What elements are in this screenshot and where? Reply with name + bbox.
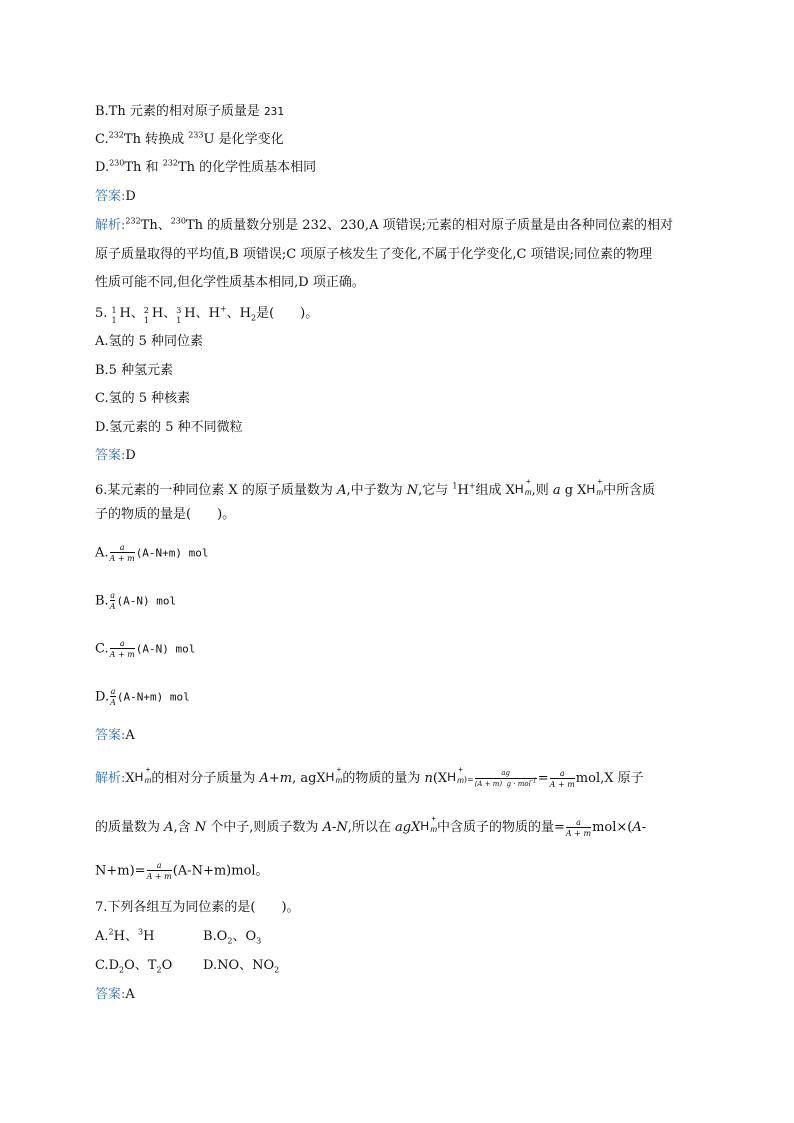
subscript: 2 (274, 965, 280, 975)
hm-base: H (325, 770, 335, 784)
q7-option-a (95, 928, 203, 946)
var-a: A (164, 820, 174, 835)
question-text: 组成 X (475, 483, 515, 498)
answer-q4 (95, 188, 136, 206)
subscript: 2 (250, 313, 257, 323)
explanation-text: , agX (292, 771, 326, 786)
hm-base: H (420, 819, 429, 833)
hm-sub: m (144, 776, 152, 785)
fraction (475, 769, 537, 789)
question-text: H (457, 483, 469, 498)
var-n: N (194, 820, 207, 835)
explanation-label: 解析: (95, 771, 126, 786)
hm-base: H (586, 482, 596, 496)
hm-ion (514, 477, 532, 498)
option-text: B.O (203, 929, 228, 944)
explanation-text: (X (432, 771, 448, 786)
option-text: (A-N) mol (135, 642, 196, 656)
question-text: 6.某元素的一种同位素 X 的原子质量数为 (95, 483, 338, 498)
explanation-text: 的相对分子质量为 (151, 771, 260, 786)
option-label: D. (95, 160, 110, 175)
mass-number: 232 (108, 130, 124, 140)
answer-value: D (125, 448, 136, 463)
var-a-minus: A- (632, 820, 647, 835)
var-a-small: a (552, 483, 561, 498)
answer-label: 答案: (95, 189, 126, 204)
answer-label: 答案: (95, 448, 126, 463)
denominator: A (110, 698, 116, 707)
hm-sub: m (457, 776, 464, 785)
answer-value: A (125, 987, 135, 1002)
q6-option-c (95, 639, 195, 659)
subscript: 2 (119, 965, 125, 975)
isotope-notation (111, 305, 120, 325)
option-label: D. (95, 689, 110, 705)
question-text: ,中子数为 (346, 483, 407, 498)
explanation-q4-line1 (95, 217, 673, 235)
answer-label: 答案: (95, 987, 126, 1002)
option-text: Th 转换成 (123, 132, 189, 147)
explanation-text: X (125, 771, 135, 786)
q5-option-b: B.5 种氢元素 (95, 363, 174, 378)
answer-q6 (95, 727, 135, 745)
hm-sub: m (596, 488, 604, 497)
answer-label: 答案: (95, 728, 126, 743)
subscript: 3 (256, 936, 262, 946)
numerator: a (156, 861, 162, 870)
question-number: 5. (95, 306, 108, 321)
mass-number: 2 (108, 927, 114, 937)
explanation-text: mol×( (592, 820, 633, 835)
mass-number: 1 (111, 306, 117, 315)
fraction (110, 639, 135, 659)
q5-option-d: D.氢元素的 5 种不同微粒 (95, 420, 243, 435)
mass-number: 230 (109, 158, 125, 168)
mass-number: 1 (452, 481, 458, 491)
q7-option-c (95, 957, 203, 975)
option-value: 231 (264, 105, 284, 118)
option-text: D.NO、NO (203, 958, 275, 973)
formula-text: H、H (184, 306, 220, 321)
explanation-label: 解析: (95, 218, 126, 233)
hm-sub: m (430, 825, 437, 834)
hm-ion (325, 765, 343, 786)
fraction (147, 861, 172, 881)
equals: = (537, 771, 549, 786)
hm-ion (586, 477, 604, 498)
option-text: B.Th 元素的相对原子质量是 (95, 104, 264, 119)
option-c-q4 (95, 131, 284, 149)
var-a-plus-m: A+m (259, 771, 293, 786)
q5-option-c: C.氢的 5 种核素 (95, 391, 191, 406)
hm-sub: m (335, 776, 343, 785)
explanation-text: )= (463, 775, 474, 784)
mass-number: 3 (137, 927, 144, 937)
option-text: O (161, 958, 173, 973)
question-text: ,则 (531, 483, 553, 498)
numerator: a (119, 543, 125, 552)
hm-charge: + (431, 814, 436, 823)
var-a: A (337, 483, 347, 498)
option-text: (A-N+m) mol (135, 546, 209, 560)
explanation-text: 的质量数为 (95, 820, 165, 835)
question-7-stem: 7.下列各组互为同位素的是( )。 (95, 900, 300, 915)
explanation-text: Th、 (140, 218, 171, 233)
hm-base: H (447, 770, 456, 784)
hm-sub: m (524, 488, 532, 497)
explanation-text: 的物质的量为 (342, 771, 425, 786)
hm-ion (134, 765, 152, 786)
option-text: 、O (232, 929, 257, 944)
option-label: A. (95, 929, 109, 944)
question-5-stem: 5. 1 1 H、 2 1 H、 3 1 H、H+、$H_2$是( )。 (95, 305, 318, 323)
option-text: (A-N+m) mol (116, 690, 190, 704)
option-text: U 是化学变化 (203, 132, 284, 147)
numerator: a (110, 591, 115, 600)
question-text: 是( )。 (256, 306, 319, 321)
isotope-notation (143, 305, 152, 325)
option-label: C. (95, 641, 109, 657)
option-text: Th 的化学性质基本相同 (177, 160, 317, 175)
answer-value: D (125, 189, 136, 204)
answer-value: A (125, 728, 135, 743)
subscript: 2 (227, 936, 233, 946)
hm-ion (447, 765, 464, 786)
option-label: C. (95, 132, 109, 147)
fraction (110, 543, 135, 563)
q5-option-a: A.氢的 5 种同位素 (95, 334, 204, 349)
denominator: A + m (549, 779, 575, 789)
explanation-text: ,所以在 (347, 820, 395, 835)
hm-base: H (134, 770, 144, 784)
denominator: A + m (146, 872, 172, 881)
isotope-notation (176, 305, 184, 325)
explanation-q6-line2 (95, 814, 647, 838)
explanation-q6-line1 (95, 765, 644, 789)
q7-option-d (203, 958, 279, 973)
option-label: B. (95, 593, 109, 609)
option-text: H (143, 929, 155, 944)
q7-options-row1 (95, 928, 261, 946)
explanation-text: mol,X 原子 (575, 771, 644, 786)
answer-q5 (95, 447, 136, 465)
q7-options-row2 (95, 957, 279, 975)
q6-option-a (95, 543, 209, 563)
question-6-line1 (95, 477, 656, 500)
var-n: N (406, 483, 419, 498)
question-text: 中所含质 (603, 483, 656, 498)
q7-option-b (203, 929, 261, 944)
question-6-line2: 子的物质的量是( )。 (95, 507, 236, 522)
fraction (110, 591, 116, 611)
option-text: O、T (124, 958, 157, 973)
atomic-number: 1 (111, 316, 117, 325)
answer-q7 (95, 986, 135, 1004)
explanation-q6-line3 (95, 861, 269, 881)
option-text: H、 (113, 929, 138, 944)
q6-option-b (95, 591, 176, 611)
hm-base: H (514, 482, 524, 496)
hm-charge: + (336, 765, 342, 774)
mass-number: 232 (162, 158, 178, 168)
option-b-q4 (95, 103, 284, 121)
denominator: A + m (109, 554, 135, 563)
denominator: A + m (565, 828, 592, 838)
fraction (110, 687, 116, 707)
denominator-part: g · mol (506, 779, 531, 788)
mass-number: 233 (188, 130, 204, 140)
explanation-q4-line2: 原子质量取得的平均值,B 项错误;C 项原子核发生了变化,不属于化学变化,C 项错误;同位素的物理 (95, 247, 653, 262)
exponent: -1 (530, 777, 537, 785)
question-text: g X (560, 483, 587, 498)
subscript: 2 (156, 965, 162, 975)
denominator: A (109, 602, 116, 611)
mass-number: 3 (176, 306, 182, 315)
explanation-text: 中含质子的物质的量= (437, 820, 565, 835)
fraction (550, 769, 575, 789)
numerator: a (576, 817, 581, 827)
explanation-text: N+m)= (95, 863, 146, 879)
charge: + (219, 304, 227, 314)
numerator: a (110, 687, 116, 696)
numerator: a (559, 768, 565, 778)
option-d-q4 (95, 159, 316, 177)
var-agx: agX (395, 820, 421, 835)
option-text: (A-N) mol (116, 594, 177, 608)
denominator-part: (A + m) (474, 779, 503, 788)
explanation-text: (A-N+m)mol。 (172, 863, 269, 879)
formula-text: 、H (226, 306, 251, 321)
option-text: Th 和 (124, 160, 163, 175)
hm-charge: + (145, 765, 151, 774)
question-text: ,它与 (418, 483, 453, 498)
fraction (566, 818, 591, 838)
charge: + (468, 481, 476, 491)
numerator: ag (501, 768, 511, 777)
explanation-text: 个中子,则质子数为 (206, 820, 323, 835)
denominator (475, 778, 537, 789)
hm-ion (420, 814, 437, 835)
explanation-text: Th 的质量数分别是 232、230,A 项错误;元素的相对原子质量是由各种同位素的相对 (186, 218, 673, 233)
explanation-q4-line3: 性质可能不同,但化学性质基本相同,D 项正确。 (95, 275, 365, 290)
hm-charge: + (458, 765, 463, 774)
atomic-number: 1 (143, 316, 149, 325)
var-a-minus-n: A-N (322, 820, 348, 835)
atomic-number: 1 (176, 316, 182, 325)
option-label: A. (95, 545, 109, 561)
numerator: a (119, 639, 125, 648)
mass-number: 230 (170, 216, 186, 226)
hm-charge: + (597, 477, 603, 486)
mass-number: 232 (125, 216, 141, 226)
option-text: C.D (95, 958, 120, 973)
mass-number: 2 (143, 306, 149, 315)
hm-charge: + (525, 477, 531, 486)
explanation-text: ,含 (173, 820, 195, 835)
denominator: A + m (109, 650, 135, 659)
var-n-small: n (424, 771, 433, 786)
q6-option-d (95, 687, 190, 707)
